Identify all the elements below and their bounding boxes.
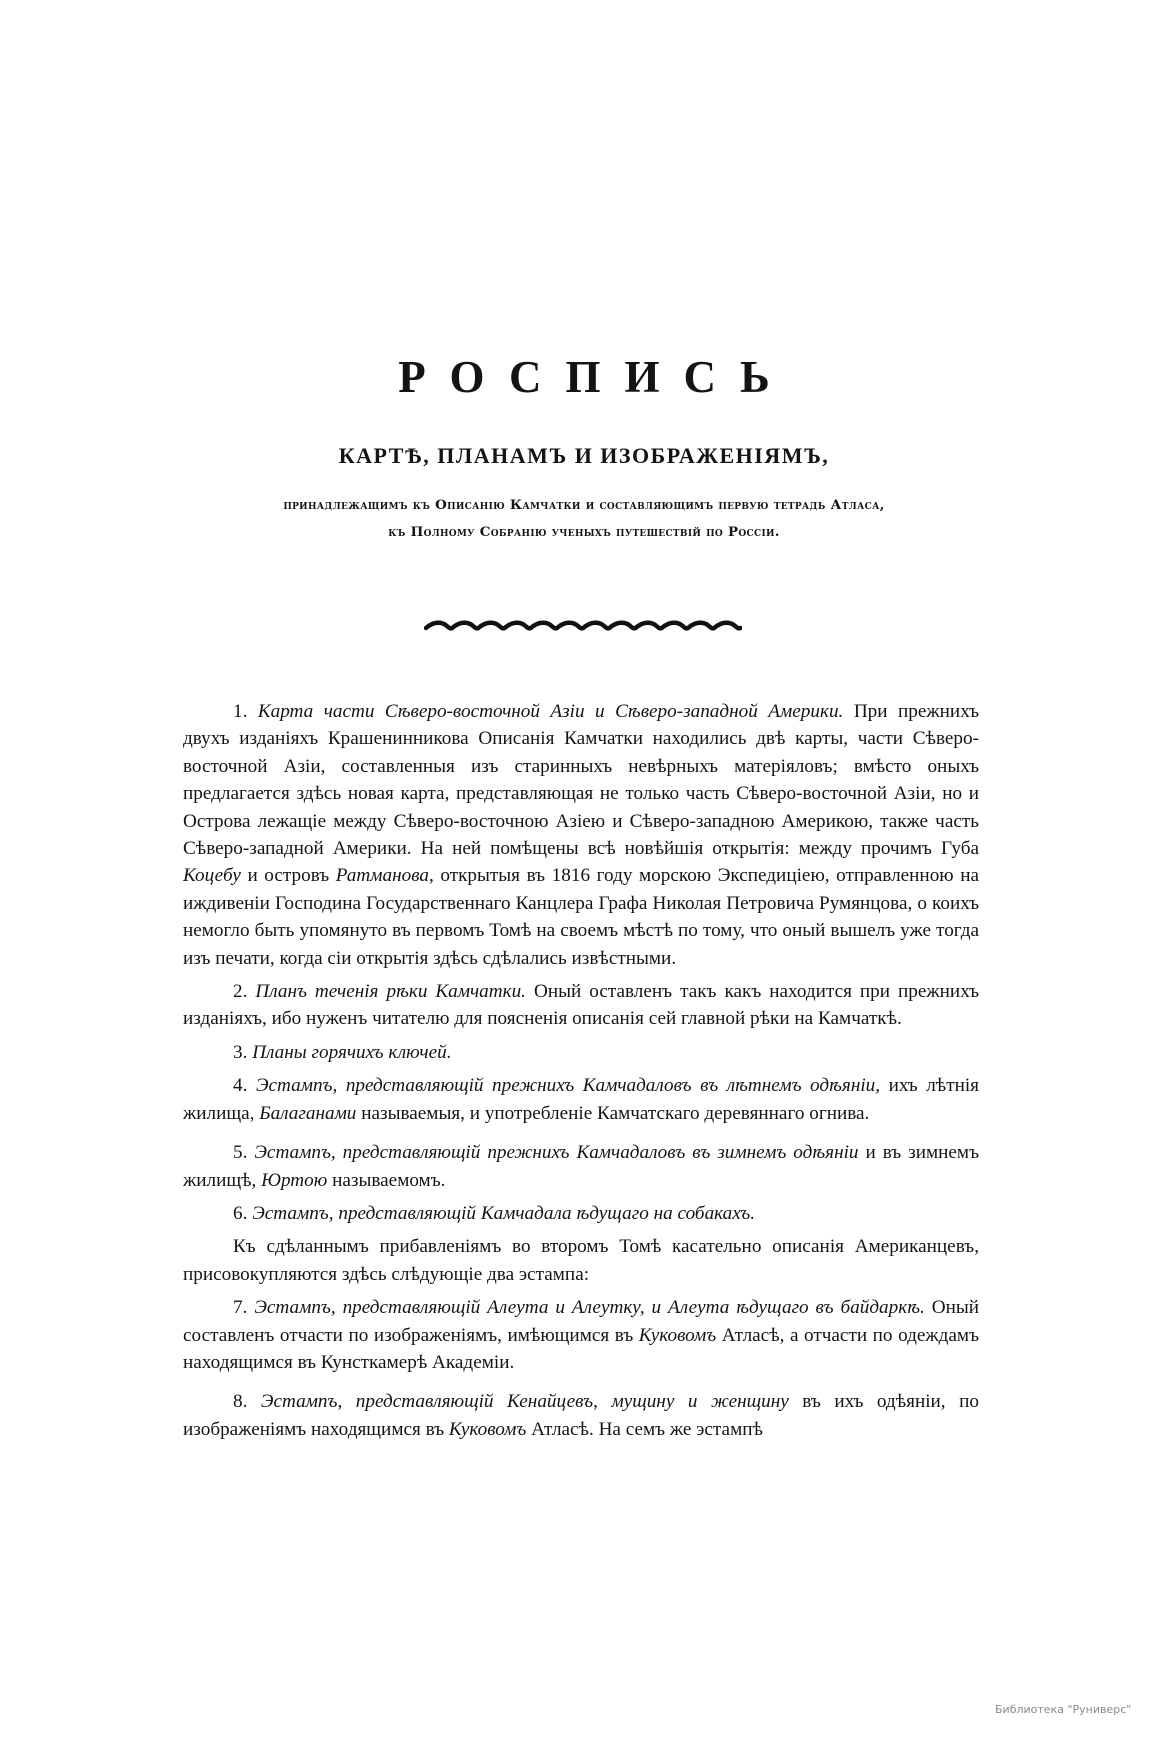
item-text: называемыя, и употребленіе Камчатскаго деревяннаго огнива. [356, 1102, 870, 1124]
interlude-paragraph: Къ сдѣланнымъ прибавленіямъ во второмъ Томѣ касательно описанія Американцевъ, присовокупляются здѣсь слѣдующіе два эстампа: [183, 1236, 979, 1285]
item-title: Планы горячихъ ключей. [252, 1041, 452, 1063]
item-number: 5. [233, 1142, 248, 1164]
item-text-italic: Ратманова [335, 865, 429, 887]
document-body [183, 698, 979, 1449]
list-item-5 [183, 1139, 979, 1194]
item-text-italic: Куковомъ [448, 1418, 527, 1440]
item-title: Эстампъ, представляющій прежнихъ Камчадаловъ въ лѣтнемъ одѣяніи, [255, 1075, 881, 1097]
item-text: Атласѣ. На семъ же эстампѣ [526, 1418, 763, 1440]
item-title: мущину и женщину [611, 1391, 789, 1413]
item-title: Карта части Сѣверо-восточной Азіи и Сѣверо-западной Америки. [257, 701, 844, 722]
item-title: Эстампъ, представляющій Алеута и Алеутку, и Алеута ѣдущаго въ байдаркѣ. [254, 1297, 925, 1319]
item-number: 2. [233, 981, 248, 1003]
library-watermark: Библиотека "Руниверс" [995, 1703, 1132, 1716]
list-item-7 [183, 1294, 979, 1376]
item-text: называемомъ. [327, 1169, 446, 1191]
item-text: ихъ лѣтнія жилища, [183, 1075, 980, 1124]
description-line-1: принадлежащимъ къ Описанію Камчатки и составляющимъ первую тетрадь Атласа, [283, 497, 885, 513]
item-text-italic: Куковомъ [638, 1324, 717, 1346]
item-number: 6. [233, 1202, 248, 1224]
page-subtitle: КАРТѢ, ПЛАНАМЪ И ИЗОБРАЖЕНІЯМЪ, [338, 443, 830, 468]
item-text: и островъ [240, 865, 336, 887]
item-text: и въ зимнемъ жилищѣ, [183, 1142, 979, 1191]
item-title: Планъ теченія рѣки Камчатки. [255, 981, 526, 1003]
item-text: въ ихъ одѣяніи, по изображеніямъ находящимся въ [183, 1391, 979, 1440]
item-title: Эстампъ, представляющій Кенайцевъ [260, 1391, 594, 1413]
list-item-8 [183, 1388, 979, 1443]
item-text-italic: Балаганами [259, 1102, 357, 1124]
item-number: 3. [233, 1041, 248, 1063]
item-number: 8. [233, 1391, 248, 1413]
page-title: РОСПИСЬ [398, 352, 794, 402]
item-title-separator: , [593, 1391, 612, 1413]
item-text-italic: Юртою [261, 1169, 328, 1191]
item-number: 4. [233, 1075, 248, 1097]
item-text: Оный составленъ отчасти по изображеніямъ, имѣющимся въ [183, 1297, 980, 1346]
item-text: Атласѣ, а отчасти по одеждамъ находящимся въ Кунсткамерѣ Академіи. [183, 1324, 979, 1373]
subtitle-description [0, 492, 1168, 546]
item-text-italic: Коцебу [183, 865, 241, 887]
list-item-4 [183, 1072, 979, 1127]
list-item-1 [183, 698, 979, 972]
description-line-2: къ Полному Собранію ученыхъ путешествій по Россіи. [388, 524, 780, 540]
item-number: 7. [233, 1297, 248, 1319]
item-text: Оный оставленъ такъ какъ находится при прежнихъ изданіяхъ, ибо нуженъ читателю для поясненія описанія сей главной рѣки на Камчаткѣ. [183, 981, 979, 1030]
item-number: 1. [233, 701, 248, 722]
item-text: При прежнихъ двухъ изданіяхъ Крашенинникова Описанія Камчатки находились двѣ карты, части Сѣверо-восточной Азіи, составленныя изъ старинныхъ невѣрныхъ матеріяловъ; вмѣсто оныхъ предлагается здѣсь новая карта, представляющая не только часть Сѣверо-восточной Азіи, но и Острова лежащіе между Сѣверо-восточною Азіею и Сѣверо-западною Америкою, также часть Сѣверо-западной Америки. На ней помѣщены всѣ новѣйшія открытія: между прочимъ Губа [183, 701, 979, 860]
item-text: , открытыя въ 1816 году морскою Экспедиціею, отправленною на иждивеніи Господина Государственнаго Канцлера Графа Николая Петровича Румянцова, о коихъ немогло быть упомянуто въ первомъ Томѣ на своемъ мѣстѣ по тому, что оный вышелъ уже тогда изъ печати, когда сіи открытія здѣсь сдѣлались извѣстными. [183, 865, 979, 969]
item-title: Эстампъ, представляющій прежнихъ Камчадаловъ въ зимнемъ одѣяніи [254, 1142, 859, 1164]
list-item-6 [183, 1200, 979, 1227]
item-title: Эстампъ, представляющій Камчадала ѣдущаго на собакахъ. [252, 1202, 756, 1224]
list-item-2 [183, 978, 979, 1033]
list-item-3 [183, 1039, 979, 1066]
wave-rule-ornament-icon [424, 616, 742, 636]
